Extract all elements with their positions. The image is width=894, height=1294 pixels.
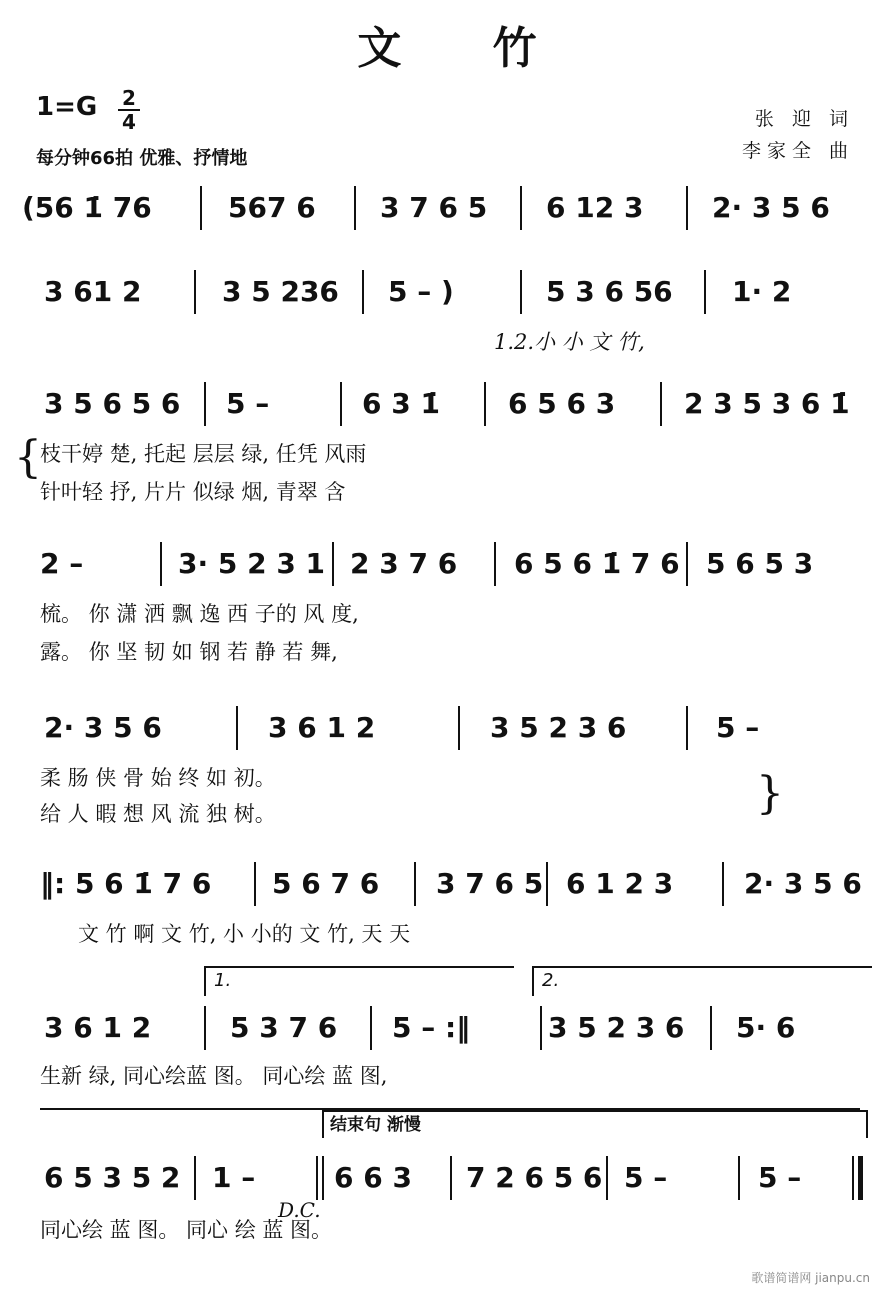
barline bbox=[322, 1156, 324, 1200]
lyric-line-4b bbox=[0, 636, 894, 666]
lyric-line-2 bbox=[0, 326, 894, 356]
lyric-text: 枝干婷 楚, 托起 层层 绿, 任凭 风雨 bbox=[40, 442, 367, 466]
measure: ‖: 5 6 1̇ 7 6 bbox=[40, 867, 212, 900]
lyric-text: 柔 肠 侠 骨 始 终 如 初。 bbox=[40, 766, 276, 790]
staff-row-1 bbox=[0, 188, 894, 228]
measure: 5 – ) bbox=[388, 275, 454, 308]
barline bbox=[540, 1006, 542, 1050]
measure: 2 3 7 6 bbox=[350, 547, 458, 580]
lyric-text: 1.2.小 小 文 竹, bbox=[494, 330, 645, 354]
barline bbox=[236, 706, 238, 750]
measure: 3 5 236 bbox=[222, 275, 339, 308]
barline bbox=[332, 542, 334, 586]
lyric-text: 给 人 暇 想 风 流 独 树。 bbox=[40, 802, 276, 826]
measure: 5 3 7 6 bbox=[230, 1011, 338, 1044]
watermark: 歌谱简谱网 jianpu.cn bbox=[751, 1271, 870, 1285]
lyric-text: 露。 你 坚 韧 如 钢 若 静 若 舞, bbox=[40, 640, 338, 664]
measure: 3 6 1 2 bbox=[44, 1011, 152, 1044]
barline bbox=[520, 270, 522, 314]
measure: 3 61 2 bbox=[44, 275, 142, 308]
lyric-text: 生新 绿, 同心绘蓝 图。 同心绘 蓝 图, bbox=[40, 1064, 388, 1088]
measure: 3 5 2 3 6 bbox=[548, 1011, 685, 1044]
barline bbox=[606, 1156, 608, 1200]
lyric-line-8 bbox=[0, 1214, 894, 1244]
final-barline bbox=[858, 1156, 863, 1200]
measure: 5 – bbox=[716, 711, 760, 744]
barline bbox=[414, 862, 416, 906]
staff-row-7 bbox=[0, 1008, 894, 1048]
measure: 2· 3 5 6 bbox=[712, 191, 830, 224]
staff-row-6 bbox=[0, 864, 894, 904]
measure: 6 1 2 3 bbox=[566, 867, 674, 900]
measure: 6 6 3 bbox=[334, 1161, 412, 1194]
barline bbox=[686, 706, 688, 750]
measure: 3· 5 2 3 1 bbox=[178, 547, 326, 580]
measure: 2 3 5 3 6 1̇ bbox=[684, 387, 850, 420]
barline bbox=[704, 270, 706, 314]
barline bbox=[316, 1156, 318, 1200]
barline bbox=[546, 862, 548, 906]
measure: 6 5 3 5 2 bbox=[44, 1161, 181, 1194]
measure: 6 12 3 bbox=[546, 191, 644, 224]
staff-row-4 bbox=[0, 544, 894, 584]
barline bbox=[200, 186, 202, 230]
measure: 5 – bbox=[758, 1161, 802, 1194]
lyric-line-4a bbox=[0, 598, 894, 628]
measure: 5 6 5 3 bbox=[706, 547, 814, 580]
da-capo-marking: D.C. bbox=[278, 1198, 321, 1222]
measure: 3 7 6 5 bbox=[436, 867, 544, 900]
barline bbox=[194, 1156, 196, 1200]
barline bbox=[710, 1006, 712, 1050]
barline bbox=[362, 270, 364, 314]
barline bbox=[686, 186, 688, 230]
staff-row-8 bbox=[0, 1158, 894, 1198]
barline bbox=[354, 186, 356, 230]
lyric-text: 同心绘 蓝 图。 同心 绘 蓝 图。 bbox=[40, 1218, 333, 1242]
barline bbox=[194, 270, 196, 314]
time-signature bbox=[118, 88, 140, 132]
volta-second-ending: 2. bbox=[532, 966, 872, 996]
measure: 5 – bbox=[624, 1161, 668, 1194]
barline bbox=[660, 382, 662, 426]
lyric-text: 梳。 你 潇 洒 飘 逸 西 子的 风 度, bbox=[40, 602, 359, 626]
measure: 3 6 1 2 bbox=[268, 711, 376, 744]
measure: 6 5 6 1̇ 7 6 bbox=[514, 547, 680, 580]
measure: 5 6 7 6 bbox=[272, 867, 380, 900]
measure: 3 5 6 5 6 bbox=[44, 387, 181, 420]
barline bbox=[458, 706, 460, 750]
barline bbox=[484, 382, 486, 426]
measure: 5 – bbox=[226, 387, 270, 420]
verse-brace-open: { bbox=[14, 432, 42, 483]
measure: 5· 6 bbox=[736, 1011, 796, 1044]
measure: (56 1̇ 76 bbox=[22, 191, 152, 224]
barline bbox=[520, 186, 522, 230]
barline bbox=[450, 1156, 452, 1200]
measure: 7 2 6 5 6 bbox=[466, 1161, 603, 1194]
measure: 2· 3 5 6 bbox=[44, 711, 162, 744]
lyric-text: 针叶轻 抒, 片片 似绿 烟, 青翠 含 bbox=[40, 480, 346, 504]
staff-row-5 bbox=[0, 708, 894, 748]
barline bbox=[738, 1156, 740, 1200]
measure: 1· 2 bbox=[732, 275, 792, 308]
lyric-line-7 bbox=[0, 1060, 894, 1090]
barline bbox=[686, 542, 688, 586]
measure: 3 5 2 3 6 bbox=[490, 711, 627, 744]
measure: 2· 3 5 6 bbox=[744, 867, 862, 900]
time-sig-top: 2 bbox=[122, 86, 136, 110]
barline bbox=[722, 862, 724, 906]
barline bbox=[852, 1156, 854, 1200]
measure: 3 7 6 5 bbox=[380, 191, 488, 224]
measure: 6 5 6 3 bbox=[508, 387, 616, 420]
staff-row-2 bbox=[0, 272, 894, 312]
lyricist-credit: 张 迎 词 bbox=[754, 108, 854, 130]
song-title: 文 竹 bbox=[357, 23, 575, 74]
key-signature: 1=G bbox=[36, 92, 98, 122]
time-sig-bottom: 4 bbox=[122, 110, 136, 134]
measure: 2 – bbox=[40, 547, 84, 580]
ending-phrase-label: 结束句 渐慢 bbox=[322, 1110, 868, 1138]
barline bbox=[340, 382, 342, 426]
barline bbox=[204, 382, 206, 426]
lyric-line-3b bbox=[0, 476, 894, 506]
measure: 5 – :‖ bbox=[392, 1011, 471, 1044]
measure: 1 – bbox=[212, 1161, 256, 1194]
barline bbox=[204, 1006, 206, 1050]
staff-row-3 bbox=[0, 384, 894, 424]
barline bbox=[160, 542, 162, 586]
lyric-line-6 bbox=[0, 918, 894, 948]
volta-first-ending: 1. bbox=[204, 966, 514, 996]
measure: 5 3 6 56 bbox=[546, 275, 673, 308]
measure: 6 3 1̇ bbox=[362, 387, 440, 420]
composer-credit: 李家全 曲 bbox=[741, 140, 854, 162]
barline bbox=[370, 1006, 372, 1050]
lyric-line-3a bbox=[0, 438, 894, 468]
verse-brace-close: } bbox=[756, 768, 784, 819]
lyric-text: 文 竹 啊 文 竹, 小 小的 文 竹, 天 天 bbox=[78, 922, 411, 946]
barline bbox=[254, 862, 256, 906]
measure: 567 6 bbox=[228, 191, 316, 224]
barline bbox=[494, 542, 496, 586]
tempo-marking: 每分钟66拍 优雅、抒情地 bbox=[36, 148, 248, 169]
